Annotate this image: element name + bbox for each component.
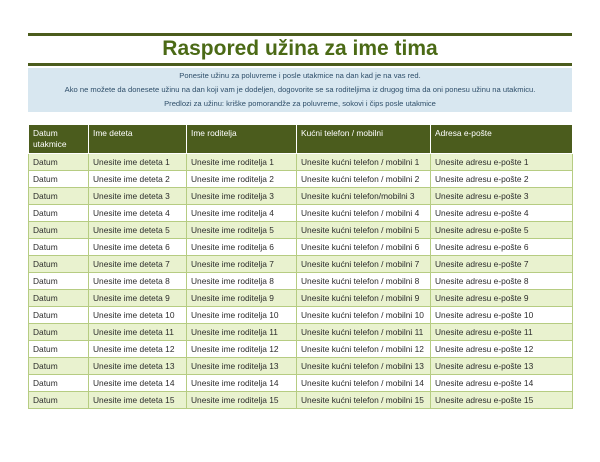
parent-name-cell[interactable]: Unesite ime roditelja 3 [187, 188, 297, 205]
email-cell[interactable]: Unesite adresu e-pošte 13 [431, 358, 573, 375]
date-cell[interactable]: Datum [29, 273, 89, 290]
email-cell[interactable]: Unesite adresu e-pošte 1 [431, 154, 573, 171]
table-row [29, 273, 573, 290]
email-cell[interactable]: Unesite adresu e-pošte 8 [431, 273, 573, 290]
instructions-box [28, 68, 572, 112]
parent-name-cell[interactable]: Unesite ime roditelja 14 [187, 375, 297, 392]
table-row [29, 290, 573, 307]
child-name-cell[interactable]: Unesite ime deteta 7 [89, 256, 187, 273]
date-cell[interactable]: Datum [29, 324, 89, 341]
email-cell[interactable]: Unesite adresu e-pošte 14 [431, 375, 573, 392]
column-header-date: Datum utakmice [29, 125, 89, 154]
parent-name-cell[interactable]: Unesite ime roditelja 12 [187, 341, 297, 358]
date-cell[interactable]: Datum [29, 171, 89, 188]
parent-name-cell[interactable]: Unesite ime roditelja 11 [187, 324, 297, 341]
phone-cell[interactable]: Unesite kućni telefon / mobilni 11 [297, 324, 431, 341]
email-cell[interactable]: Unesite adresu e-pošte 6 [431, 239, 573, 256]
email-cell[interactable]: Unesite adresu e-pošte 7 [431, 256, 573, 273]
title-bottom-rule [28, 63, 572, 66]
child-name-cell[interactable]: Unesite ime deteta 4 [89, 205, 187, 222]
parent-name-cell[interactable]: Unesite ime roditelja 15 [187, 392, 297, 409]
child-name-cell[interactable]: Unesite ime deteta 13 [89, 358, 187, 375]
child-name-cell[interactable]: Unesite ime deteta 11 [89, 324, 187, 341]
date-cell[interactable]: Datum [29, 307, 89, 324]
date-cell[interactable]: Datum [29, 341, 89, 358]
date-cell[interactable]: Datum [29, 392, 89, 409]
date-cell[interactable]: Datum [29, 222, 89, 239]
column-header-email: Adresa e-pošte [431, 125, 573, 154]
phone-cell[interactable]: Unesite kućni telefon / mobilni 10 [297, 307, 431, 324]
email-cell[interactable]: Unesite adresu e-pošte 5 [431, 222, 573, 239]
title-top-rule [28, 33, 572, 36]
parent-name-cell[interactable]: Unesite ime roditelja 4 [187, 205, 297, 222]
parent-name-cell[interactable]: Unesite ime roditelja 7 [187, 256, 297, 273]
date-cell[interactable]: Datum [29, 256, 89, 273]
instruction-line: Predlozi za užinu: kriške pomorandže za poluvreme, sokovi i čips posle utakmice [164, 99, 436, 108]
parent-name-cell[interactable]: Unesite ime roditelja 9 [187, 290, 297, 307]
email-cell[interactable]: Unesite adresu e-pošte 3 [431, 188, 573, 205]
parent-name-cell[interactable]: Unesite ime roditelja 10 [187, 307, 297, 324]
table-row [29, 171, 573, 188]
child-name-cell[interactable]: Unesite ime deteta 5 [89, 222, 187, 239]
phone-cell[interactable]: Unesite kućni telefon/mobilni 3 [297, 188, 431, 205]
column-header-phone: Kućni telefon / mobilni [297, 125, 431, 154]
column-header-parent-name: Ime roditelja [187, 125, 297, 154]
table-row [29, 205, 573, 222]
date-cell[interactable]: Datum [29, 358, 89, 375]
phone-cell[interactable]: Unesite kućni telefon / mobilni 5 [297, 222, 431, 239]
table-row [29, 307, 573, 324]
phone-cell[interactable]: Unesite kućni telefon / mobilni 14 [297, 375, 431, 392]
child-name-cell[interactable]: Unesite ime deteta 2 [89, 171, 187, 188]
phone-cell[interactable]: Unesite kućni telefon / mobilni 2 [297, 171, 431, 188]
table-row [29, 188, 573, 205]
parent-name-cell[interactable]: Unesite ime roditelja 2 [187, 171, 297, 188]
phone-cell[interactable]: Unesite kućni telefon / mobilni 1 [297, 154, 431, 171]
instruction-line: Ako ne možete da donesete užinu na dan koji vam je dodeljen, dogovorite se sa roditeljima iz drugog tima da oni ponesu užinu na utakmicu. [64, 85, 536, 94]
table-row [29, 341, 573, 358]
table-row [29, 324, 573, 341]
phone-cell[interactable]: Unesite kućni telefon / mobilni 15 [297, 392, 431, 409]
email-cell[interactable]: Unesite adresu e-pošte 10 [431, 307, 573, 324]
child-name-cell[interactable]: Unesite ime deteta 10 [89, 307, 187, 324]
parent-name-cell[interactable]: Unesite ime roditelja 6 [187, 239, 297, 256]
phone-cell[interactable]: Unesite kućni telefon / mobilni 13 [297, 358, 431, 375]
child-name-cell[interactable]: Unesite ime deteta 6 [89, 239, 187, 256]
date-cell[interactable]: Datum [29, 239, 89, 256]
parent-name-cell[interactable]: Unesite ime roditelja 13 [187, 358, 297, 375]
table-row [29, 392, 573, 409]
table-row [29, 256, 573, 273]
parent-name-cell[interactable]: Unesite ime roditelja 1 [187, 154, 297, 171]
email-cell[interactable]: Unesite adresu e-pošte 12 [431, 341, 573, 358]
parent-name-cell[interactable]: Unesite ime roditelja 5 [187, 222, 297, 239]
instruction-line: Ponesite užinu za poluvreme i posle utakmice na dan kad je na vas red. [179, 71, 421, 80]
table-row [29, 375, 573, 392]
child-name-cell[interactable]: Unesite ime deteta 9 [89, 290, 187, 307]
email-cell[interactable]: Unesite adresu e-pošte 2 [431, 171, 573, 188]
snack-schedule-table [28, 125, 573, 409]
phone-cell[interactable]: Unesite kućni telefon / mobilni 6 [297, 239, 431, 256]
child-name-cell[interactable]: Unesite ime deteta 14 [89, 375, 187, 392]
date-cell[interactable]: Datum [29, 205, 89, 222]
email-cell[interactable]: Unesite adresu e-pošte 15 [431, 392, 573, 409]
phone-cell[interactable]: Unesite kućni telefon / mobilni 7 [297, 256, 431, 273]
phone-cell[interactable]: Unesite kućni telefon / mobilni 12 [297, 341, 431, 358]
table-row [29, 222, 573, 239]
table-row [29, 358, 573, 375]
email-cell[interactable]: Unesite adresu e-pošte 9 [431, 290, 573, 307]
page-title: Raspored užina za ime tima [162, 37, 438, 60]
date-cell[interactable]: Datum [29, 290, 89, 307]
date-cell[interactable]: Datum [29, 154, 89, 171]
email-cell[interactable]: Unesite adresu e-pošte 4 [431, 205, 573, 222]
date-cell[interactable]: Datum [29, 188, 89, 205]
child-name-cell[interactable]: Unesite ime deteta 12 [89, 341, 187, 358]
table-row [29, 154, 573, 171]
table-row [29, 239, 573, 256]
phone-cell[interactable]: Unesite kućni telefon / mobilni 8 [297, 273, 431, 290]
email-cell[interactable]: Unesite adresu e-pošte 11 [431, 324, 573, 341]
date-cell[interactable]: Datum [29, 375, 89, 392]
parent-name-cell[interactable]: Unesite ime roditelja 8 [187, 273, 297, 290]
phone-cell[interactable]: Unesite kućni telefon / mobilni 4 [297, 205, 431, 222]
child-name-cell[interactable]: Unesite ime deteta 3 [89, 188, 187, 205]
child-name-cell[interactable]: Unesite ime deteta 1 [89, 154, 187, 171]
table-header-row [29, 125, 573, 154]
column-header-child-name: Ime deteta [89, 125, 187, 154]
child-name-cell[interactable]: Unesite ime deteta 15 [89, 392, 187, 409]
child-name-cell[interactable]: Unesite ime deteta 8 [89, 273, 187, 290]
phone-cell[interactable]: Unesite kućni telefon / mobilni 9 [297, 290, 431, 307]
